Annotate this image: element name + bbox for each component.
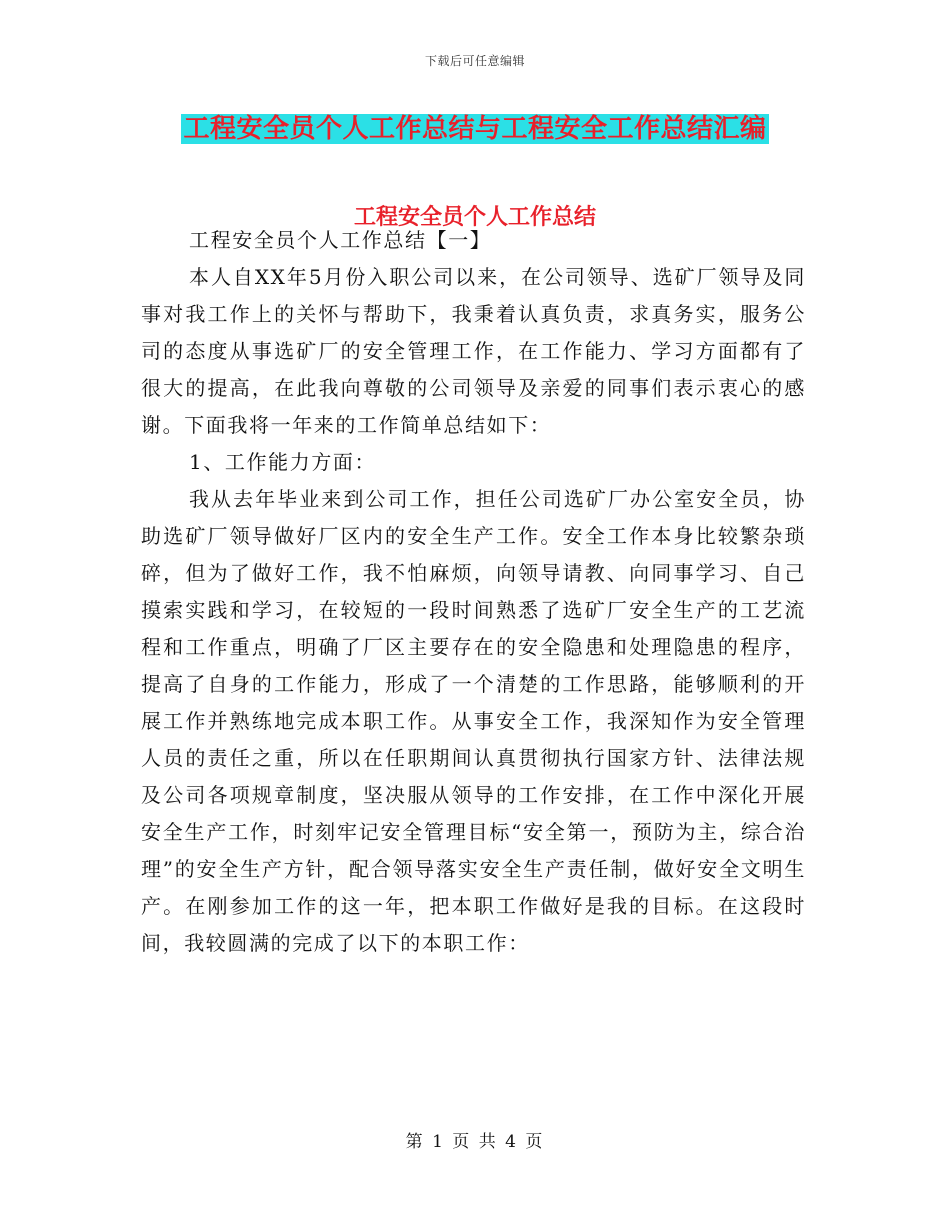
subheading-work-ability: 1、工作能力方面： [189,450,377,474]
document-title: 工程安全员个人工作总结与工程安全工作总结汇编 [183,114,767,144]
document-title-block [0,114,950,144]
intro-paragraph: 本人自XX年5月份入职公司以来，在公司领导、选矿厂领导及同事对我工作上的关怀与帮助下，我秉着认真负责，求真务实，服务公司的态度从事选矿厂的安全管理工作，在工作能力、学习方面都有了很大的提高，在此我向尊敬的公司领导及亲爱的同事们表示衷心的感谢。下面我将一年来的工作简单总结如下： [141,265,806,437]
page-number: 第 1 页 共 4 页 [405,1132,545,1152]
document-body [141,222,806,962]
subheading-part-one: 工程安全员个人工作总结【一】 [189,228,492,252]
work-ability-paragraph: 我从去年毕业来到公司工作，担任公司选矿厂办公室安全员，协助选矿厂领导做好厂区内的安全生产工作。安全工作本身比较繁杂琐碎，但为了做好工作，我不怕麻烦，向领导请教、向同事学习、自己摸索实践和学习，在较短的一段时间熟悉了选矿厂安全生产的工艺流程和工作重点，明确了厂区主要存在的安全隐患和处理隐患的程序，提高了自身的工作能力，形成了一个清楚的工作思路，能够顺利的开展工作并熟练地完成本职工作。从事安全工作，我深知作为安全管理人员的责任之重，所以在任职期间认真贯彻执行国家方针、法律法规及公司各项规章制度，坚决服从领导的工作安排，在工作中深化开展安全生产工作，时刻牢记安全管理目标“安全第一，预防为主，综合治理”的安全生产方针，配合领导落实安全生产责任制，做好安全文明生产。在刚参加工作的这一年，把本职工作做好是我的目标。在这段时间，我较圆满的完成了以下的本职工作： [141,487,806,955]
header-note: 下载后可任意编辑 [424,54,525,68]
section-title: 工程安全员个人工作总结 [353,205,596,230]
